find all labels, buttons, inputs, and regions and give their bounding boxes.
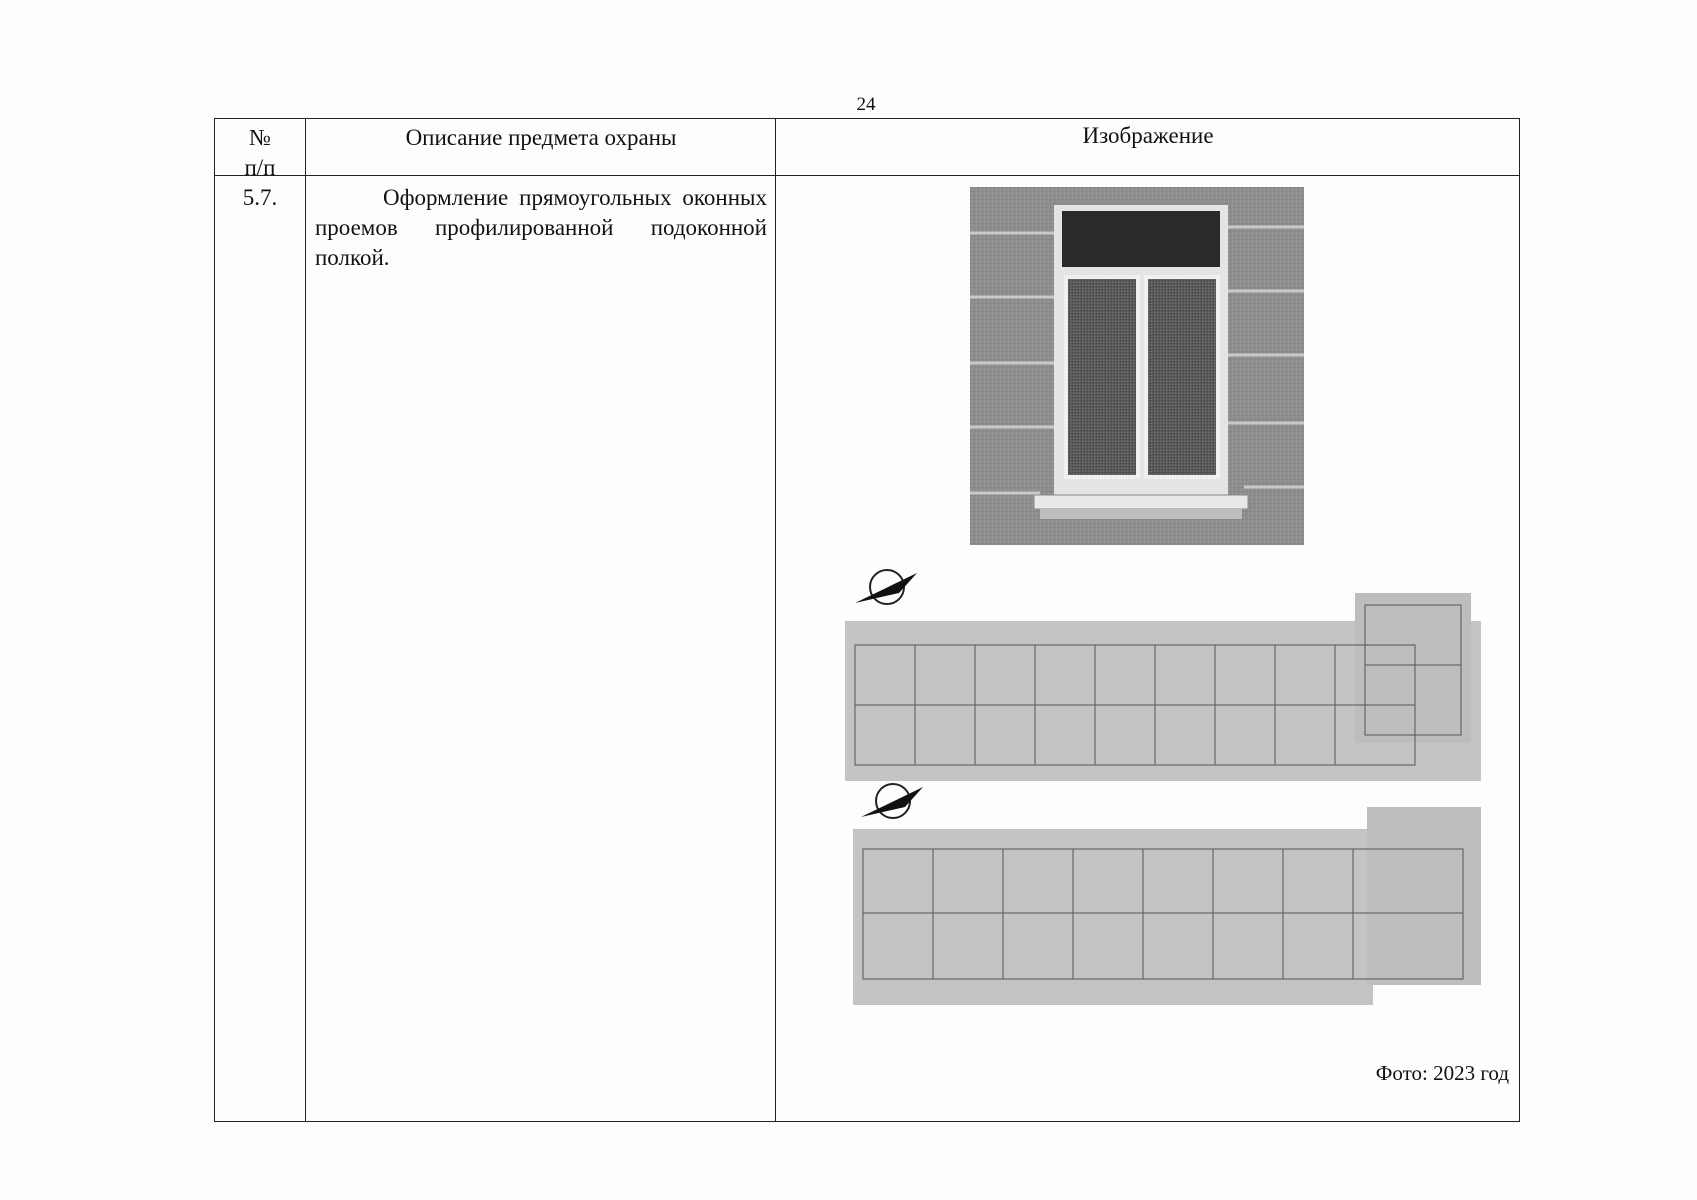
- header-divider: [215, 175, 1519, 176]
- header-number-abbrev: п/п: [244, 155, 276, 180]
- header-number-symbol: №: [249, 125, 271, 150]
- floor-plan-1: [845, 565, 1481, 797]
- north-arrow-icon: [861, 784, 923, 818]
- photo-caption: Фото: 2023 год: [1375, 1061, 1509, 1085]
- column-divider: [775, 119, 776, 1121]
- floor-plan-2: [853, 779, 1493, 1011]
- window-photo: [970, 187, 1304, 545]
- row-description: Оформление прямоугольных оконных проемов профилированной подоконной полкой.: [315, 185, 767, 270]
- header-image: Изображение: [1082, 123, 1214, 148]
- north-arrow-icon: [855, 570, 917, 604]
- row-number: 5.7.: [242, 185, 278, 210]
- page-number: 24: [856, 94, 876, 115]
- column-divider: [305, 119, 306, 1121]
- header-number: [215, 123, 305, 183]
- protection-subject-table: [214, 118, 1520, 1122]
- header-description: Описание предмета охраны: [405, 125, 677, 150]
